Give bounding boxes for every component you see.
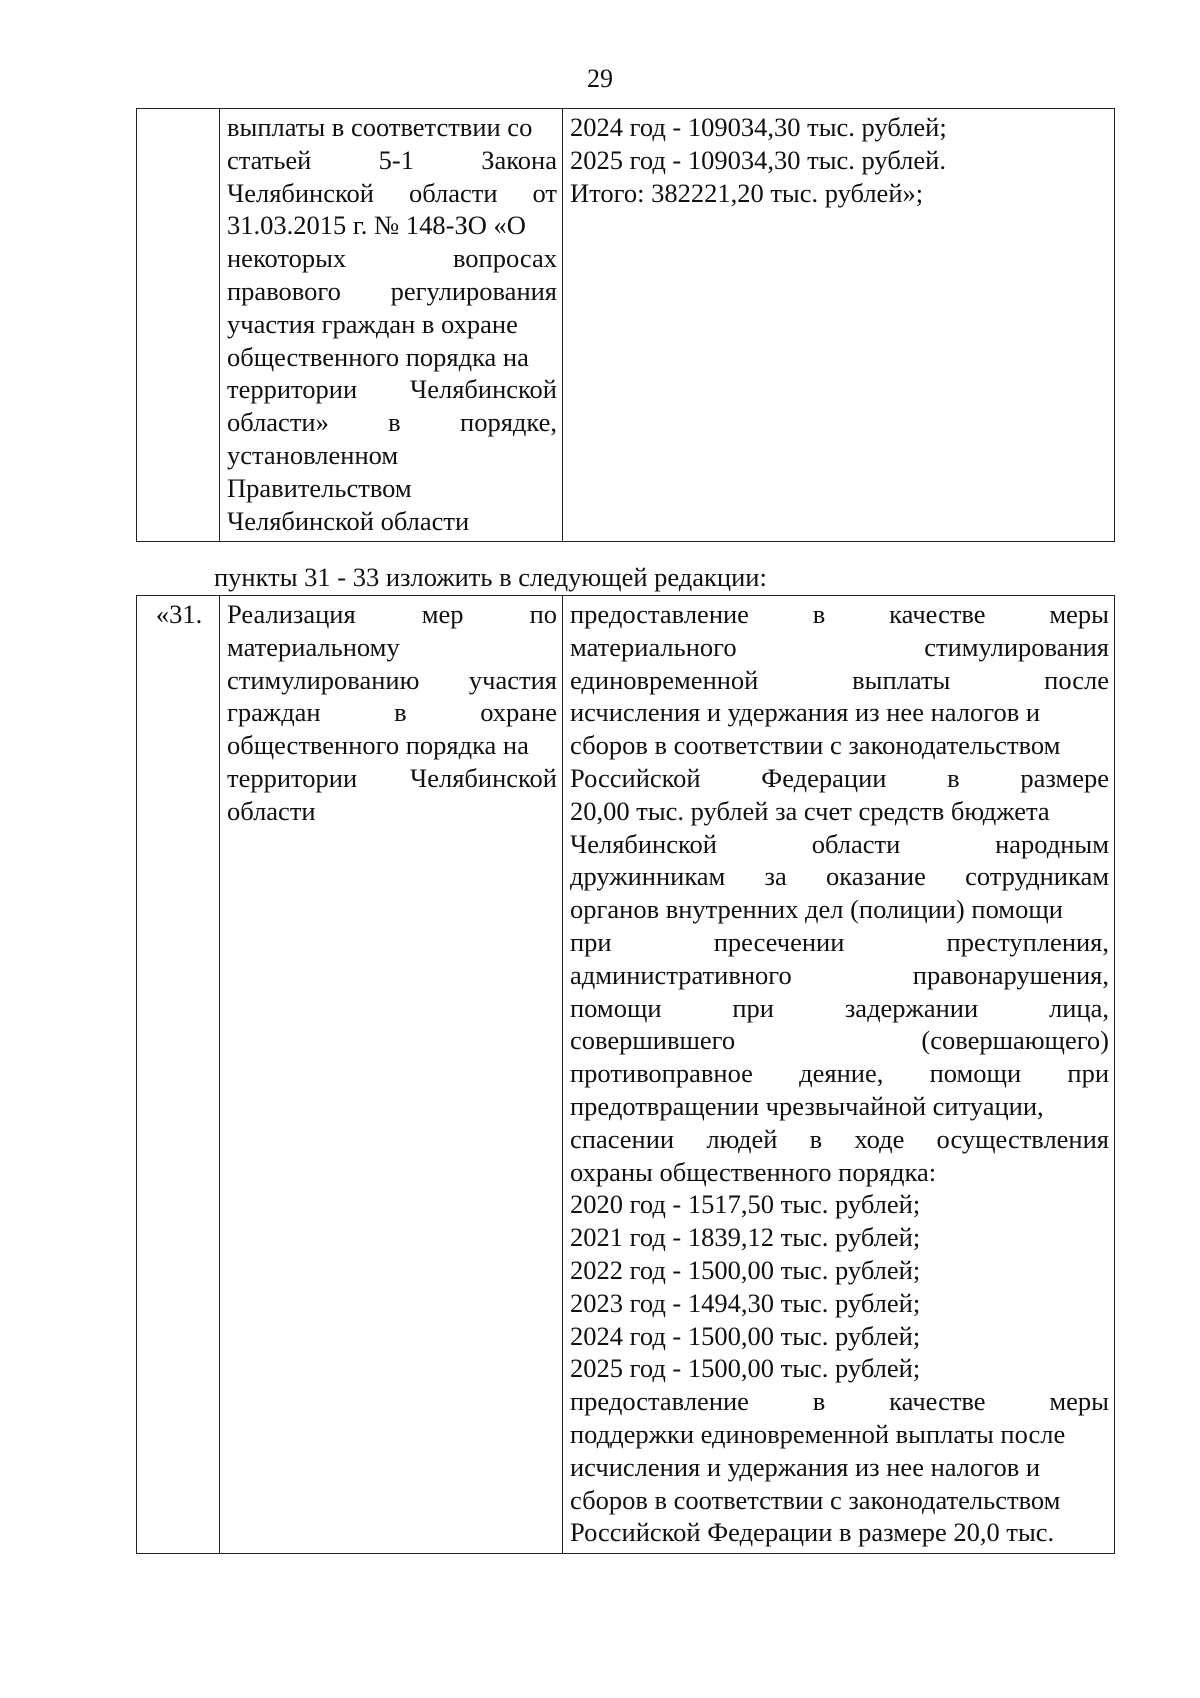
text-line: выплаты в соответствии со <box>227 112 533 142</box>
text-line: общественного порядка на <box>227 341 529 372</box>
text-line: 2020 год - 1517,50 тыс. рублей; <box>570 1189 921 1220</box>
text-line: поддержки единовременной выплаты после <box>570 1418 1066 1449</box>
table-row <box>137 109 1115 542</box>
text-line: территории Челябинской <box>227 374 557 405</box>
text-line: Итого: 382221,20 тыс. рублей»; <box>570 177 924 208</box>
text-line: Челябинской области народным <box>570 828 1109 859</box>
text-line: предоставление в качестве меры <box>570 599 1109 629</box>
text-line: Правительством <box>227 472 412 503</box>
text-line: помощи при задержании лица, <box>570 992 1109 1023</box>
text-line: совершившего (совершающего) <box>570 1025 1109 1056</box>
text-line: Российской Федерации в размере <box>570 762 1109 793</box>
description-text <box>227 598 557 828</box>
text-line: единовременной выплаты после <box>570 664 1109 695</box>
text-line: исчисления и удержания из нее налогов и <box>570 1451 1041 1482</box>
values-cell <box>563 596 1115 1554</box>
text-line: спасении людей в ходе осуществления <box>570 1123 1109 1154</box>
text-line: Российской Федерации в размере 20,0 тыс. <box>570 1517 1055 1548</box>
text-line: граждан в охране <box>227 697 557 728</box>
text-line: установленном <box>227 439 399 470</box>
text-line: материальному <box>227 631 400 662</box>
text-line: Челябинской области от <box>227 177 557 208</box>
text-line: предоставление в качестве меры <box>570 1386 1109 1417</box>
text-line: стимулированию участия <box>227 664 557 695</box>
text-line: дружинникам за оказание сотрудникам <box>570 861 1109 892</box>
text-line: Реализация мер по <box>227 599 557 629</box>
text-line: органов внутренних дел (полиции) помощи <box>570 894 1063 925</box>
item-number-cell <box>137 596 220 1554</box>
text-line: 2023 год - 1494,30 тыс. рублей; <box>570 1287 921 1318</box>
text-line: некоторых вопросах <box>227 243 557 274</box>
text-line: правового регулирования <box>227 275 557 306</box>
text-line: предотвращении чрезвычайной ситуации, <box>570 1090 1044 1121</box>
text-line: статьей 5-1 Закона <box>227 144 557 175</box>
text-line: области <box>227 795 316 826</box>
text-line: Челябинской области <box>227 505 470 536</box>
page-number: 29 <box>587 64 613 93</box>
description-cell <box>220 109 563 542</box>
values-text <box>570 598 1109 1549</box>
text-line: участия граждан в охране <box>227 308 518 339</box>
text-line: сборов в соответствии с законодательством <box>570 730 1061 761</box>
text-line: 20,00 тыс. рублей за счет средств бюджета <box>570 795 1050 826</box>
text-line: материального стимулирования <box>570 631 1109 662</box>
text-line: исчисления и удержания из нее налогов и <box>570 697 1041 728</box>
text-line: области» в порядке, <box>227 407 557 438</box>
text-line: при пресечении преступления, <box>570 926 1109 957</box>
text-line: общественного порядка на <box>227 730 529 761</box>
item-number-cell <box>137 109 220 542</box>
table-row <box>137 596 1115 1554</box>
item-number: «31. <box>155 599 203 629</box>
text-line: 31.03.2015 г. № 148-ЗО «О <box>227 210 526 241</box>
values-cell <box>563 109 1115 542</box>
text-line: административного правонарушения, <box>570 959 1109 990</box>
text-line: охраны общественного порядка: <box>570 1156 937 1187</box>
text-line: 2022 год - 1500,00 тыс. рублей; <box>570 1254 921 1285</box>
description-text <box>227 111 557 537</box>
table-bottom <box>136 595 1115 1554</box>
text-line: 2025 год - 109034,30 тыс. рублей. <box>570 144 946 175</box>
text-line: противоправное деяние, помощи при <box>570 1058 1109 1089</box>
text-line: сборов в соответствии с законодательством <box>570 1484 1061 1515</box>
text-line: 2021 год - 1839,12 тыс. рублей; <box>570 1222 921 1253</box>
table-top <box>136 108 1115 542</box>
text-line: 2025 год - 1500,00 тыс. рублей; <box>570 1353 921 1384</box>
text-line: 2024 год - 109034,30 тыс. рублей; <box>570 112 947 142</box>
description-cell <box>220 596 563 1554</box>
text-line: 2024 год - 1500,00 тыс. рублей; <box>570 1320 921 1351</box>
values-text <box>570 111 1109 209</box>
amendment-text: пункты 31 - 33 изложить в следующей редакции: <box>214 562 767 592</box>
text-line: территории Челябинской <box>227 762 557 793</box>
